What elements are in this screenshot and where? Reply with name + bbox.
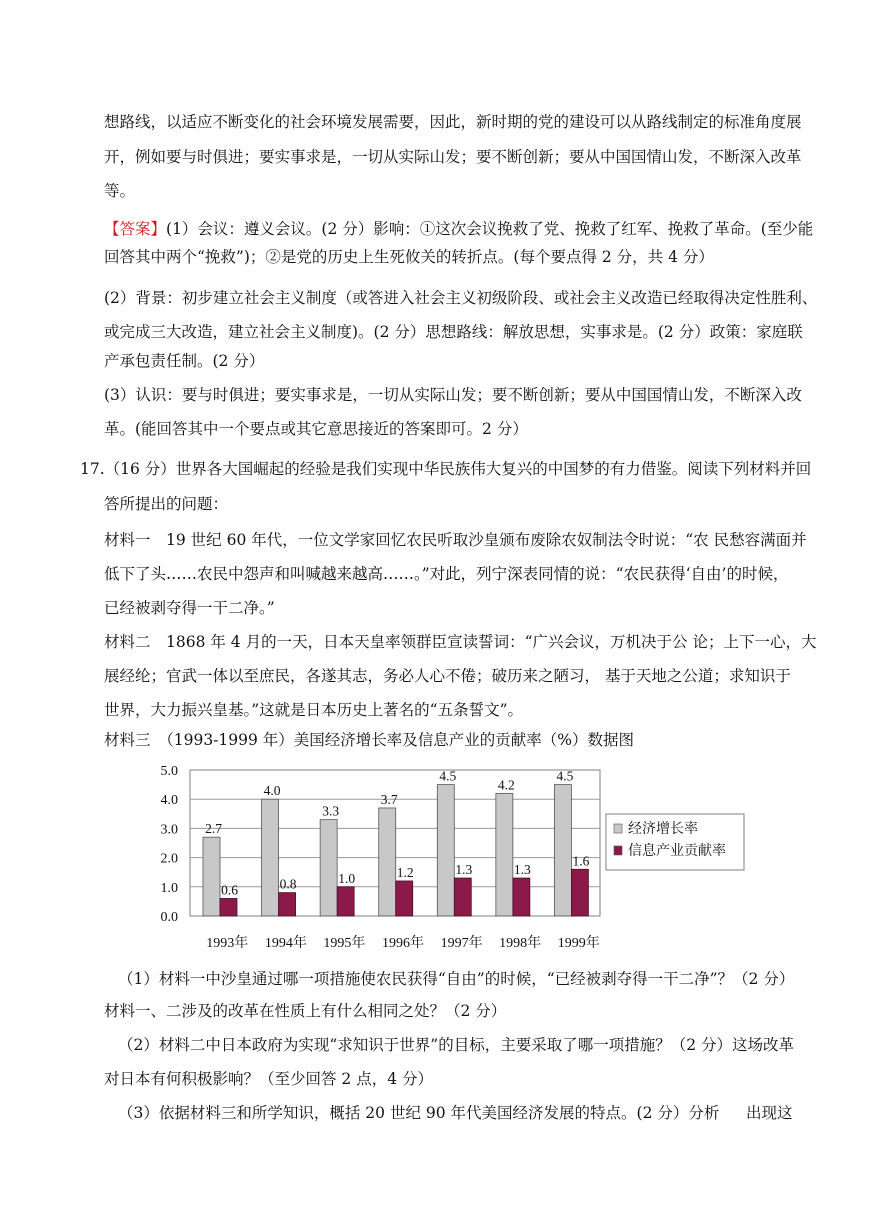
y-tick-label: 3.0 xyxy=(160,822,178,838)
text-line: (3）认识：要与时俱进；要实事求是，一切从实际山发；要不断创新；要从中国国情山发，不断深入改 xyxy=(104,386,802,404)
text-line: 对日本有何积极影响？（至少回答 2 点，4 分） xyxy=(104,1070,434,1088)
answer-text: (1）会议：遵义会议。(2 分）影响：①这次会议挽救了党、挽救了红军、挽救了革命。(至少能 xyxy=(166,220,814,238)
data-label-growth-rate: 4.0 xyxy=(263,783,281,799)
bar-growth-rate xyxy=(554,785,571,916)
y-tick-label: 2.0 xyxy=(160,851,178,867)
bar-growth-rate xyxy=(262,799,279,916)
y-tick-label: 0.0 xyxy=(160,910,178,925)
y-tick-label: 5.0 xyxy=(160,764,178,779)
legend-swatch xyxy=(614,846,622,855)
material-one: 材料一 19 世纪 60 年代，一位文学家回忆农民听取沙皇颁布废除农奴制法令时说：“农 民愁容满面并 xyxy=(104,531,807,549)
sub-question-2: （2）材料二中日本政府为实现“求知识于世界”的目标，主要采取了哪一项措施？（2 分）这场改革 xyxy=(118,1036,795,1054)
y-tick-label: 4.0 xyxy=(160,793,178,809)
data-label-info-contribution: 0.6 xyxy=(221,882,238,898)
data-label-growth-rate: 4.5 xyxy=(556,768,574,784)
material-three: 材料三 （1993-1999 年）美国经济增长率及信息产业的贡献率（%）数据图 xyxy=(104,731,635,749)
data-label-info-contribution: 0.8 xyxy=(279,876,297,892)
sub-question-1: （1）材料一中沙皇通过哪一项措施使农民获得“自由”的时候，“已经被剥夺得一干二净”？（2 分） xyxy=(118,970,795,988)
data-label-growth-rate: 2.7 xyxy=(205,821,222,837)
bar-growth-rate xyxy=(320,820,337,916)
legend-label: 经济增长率 xyxy=(628,822,698,837)
bar-info-contribution xyxy=(454,878,471,916)
question-header: 17.（16 分）世界各大国崛起的经验是我们实现中华民族伟大复兴的中国梦的有力借鉴。阅读下列材料并回 xyxy=(80,460,812,478)
text-line: 回答其中两个“挽救”)；②是党的历史上生死攸关的转折点。(每个要点得 2 分，共 4 分） xyxy=(104,248,714,266)
bar-growth-rate xyxy=(496,793,513,916)
x-tick-label: 1996年 xyxy=(382,936,424,951)
material-two: 材料二 1868 年 4 月的一天，日本天皇率领群臣宣读誓词：“广兴会议，万机决于公 论；上下一心，大 xyxy=(104,633,817,651)
text-line: 开，例如要与时俱进；要实事求是，一切从实际山发；要不断创新；要从中国国情山发，不断深入改革 xyxy=(104,148,802,166)
text-line: 产承包责任制。(2 分） xyxy=(104,352,265,370)
bar-growth-rate xyxy=(437,785,454,916)
bar-info-contribution xyxy=(220,898,237,916)
text-line: 答所提出的问题： xyxy=(104,495,229,513)
data-label-info-contribution: 1.2 xyxy=(396,864,414,880)
text-line: 革。(能回答其中一个要点或其它意思接近的答案即可。2 分） xyxy=(104,420,528,438)
bar-info-contribution xyxy=(279,893,296,916)
answer-line xyxy=(104,219,813,239)
data-label-info-contribution: 1.3 xyxy=(455,862,473,878)
bar-growth-rate xyxy=(379,808,396,916)
text-line: (2）背景：初步建立社会主义制度（或答进入社会主义初级阶段、或社会主义改造已经取得决定性胜利、 xyxy=(104,289,818,307)
x-tick-label: 1999年 xyxy=(557,936,600,951)
text-line: 想路线，以适应不断变化的社会环境发展需要，因此，新时期的党的建设可以从路线制定的标准角度展 xyxy=(104,113,802,131)
text-line: 出现这 xyxy=(746,1104,793,1122)
text-line: 展经纶；官武一体以至庶民，各遂其志，务必人心不倦；破历来之陋习， 基于天地之公道；求知识于 xyxy=(104,667,791,685)
data-label-info-contribution: 1.0 xyxy=(338,870,356,886)
data-label-growth-rate: 3.3 xyxy=(322,803,340,819)
x-tick-label: 1998年 xyxy=(499,936,542,951)
sub-question-3: （3）依据材料三和所学知识，概括 20 世纪 90 年代美国经济发展的特点。(2 分）分析 xyxy=(118,1104,720,1122)
data-label-growth-rate: 3.7 xyxy=(380,791,398,807)
text-line: 已经被剥夺得一干二净。” xyxy=(104,599,275,617)
bar-info-contribution xyxy=(396,881,413,916)
text-line: 或完成三大改造，建立社会主义制度)。(2 分）思想路线：解放思想，实事求是。(2 分）政策：家庭联 xyxy=(104,323,803,341)
x-tick-label: 1993年 xyxy=(206,936,249,951)
data-label-growth-rate: 4.2 xyxy=(497,777,515,793)
text-line: 材料一、二涉及的改革在性质上有什么相同之处？（2 分） xyxy=(104,1002,507,1020)
bar-chart xyxy=(150,762,748,962)
y-tick-label: 1.0 xyxy=(160,880,178,896)
bar-info-contribution xyxy=(513,878,530,916)
bar-growth-rate xyxy=(203,837,220,916)
answer-tag: 【答案】 xyxy=(104,220,167,238)
chart-svg xyxy=(150,762,748,962)
x-tick-label: 1995年 xyxy=(323,936,366,951)
x-tick-label: 1994年 xyxy=(264,936,307,951)
text-line: 等。 xyxy=(104,182,136,200)
x-tick-label: 1997年 xyxy=(440,936,483,951)
data-label-info-contribution: 1.3 xyxy=(513,862,531,878)
legend-swatch xyxy=(614,824,622,833)
bar-info-contribution xyxy=(337,887,354,916)
bar-info-contribution xyxy=(571,869,588,916)
data-label-info-contribution: 1.6 xyxy=(572,853,590,869)
text-line: 低下了头……农民中怨声和叫喊越来越高……。”对此，列宁深表同情的说：“农民获得‘自由’的时候， xyxy=(104,565,789,583)
data-label-growth-rate: 4.5 xyxy=(439,768,457,784)
text-line: 世界，大力振兴皇基。”这就是日本历史上著名的“五条誓文”。 xyxy=(104,701,524,719)
legend-label: 信息产业贡献率 xyxy=(628,844,726,859)
